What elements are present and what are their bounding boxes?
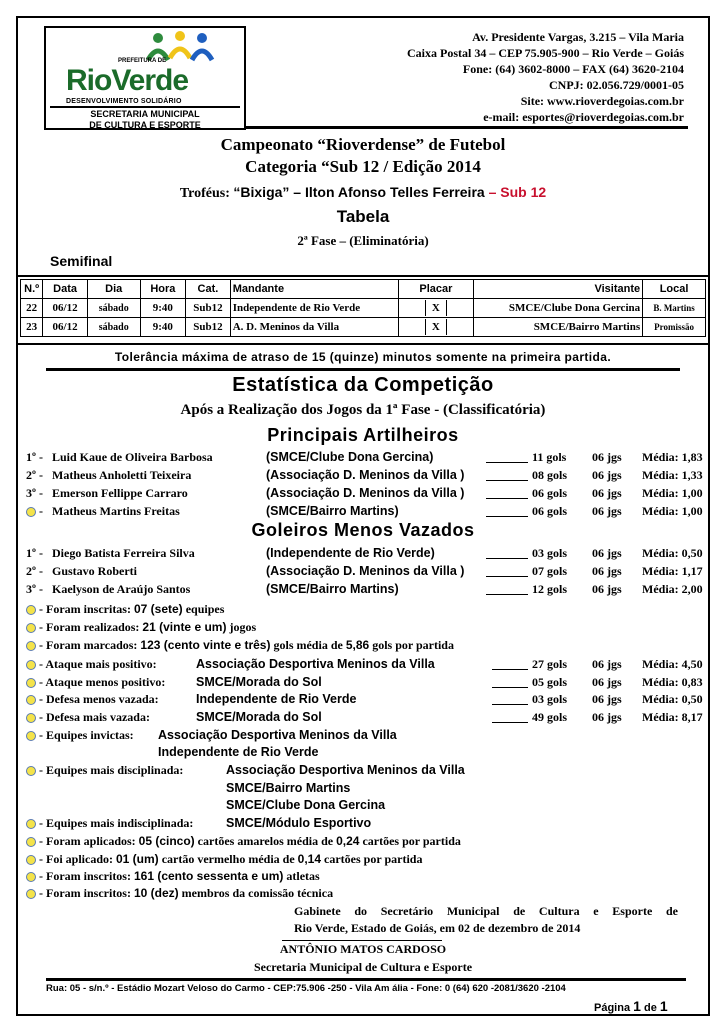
player-media: Média: 1,00 (642, 486, 703, 500)
team-stat-gols: 49 gols (532, 710, 568, 724)
team-stat-media: Média: 0,50 (642, 692, 703, 706)
player-gols: 12 gols (532, 582, 568, 596)
smiley-icon (26, 872, 36, 882)
fact-value: 05 (cinco) (138, 834, 195, 848)
cell-local: B. Martins (643, 299, 706, 318)
fact-label: - Foram inscritas: (39, 602, 134, 616)
cell-visitante: SMCE/Clube Dona Gercina (473, 299, 642, 318)
title-categoria: Categoria “Sub 12 / Edição 2014 (245, 157, 481, 176)
th-numero: N.º (21, 280, 43, 299)
fact-value: 07 (sete) (133, 602, 183, 616)
page-total: 1 (659, 998, 668, 1014)
fact-label: - Foi aplicado: (39, 852, 116, 866)
title-fase: 2ª Fase – (Eliminatória) (297, 233, 429, 248)
player-media: Média: 2,00 (642, 582, 703, 596)
fact-atletas (26, 869, 320, 884)
signature-line (282, 940, 442, 941)
fact-label: - Ataque menos positivo: (39, 675, 166, 689)
player-jgs: 06 jgs (592, 504, 622, 518)
player-jgs: 06 jgs (592, 564, 622, 578)
stats-title: Estatística da Competição (232, 374, 494, 396)
tolerance-note: Tolerância máxima de atraso de 15 (quinze) minutos somente na primeira partida. (114, 350, 612, 364)
fact-label: - Foram inscritos: (39, 886, 134, 900)
trofeus-label: Troféus: (179, 186, 234, 201)
team-stat-row (26, 675, 706, 691)
page-of: de (640, 1002, 660, 1014)
leader-line (486, 582, 528, 595)
player-pos: 3º - (26, 486, 43, 500)
cell-data: 06/12 (43, 318, 88, 337)
indisc-team-1: SMCE/Módulo Esportivo (226, 816, 372, 830)
address-cnpj: CNPJ: 02.056.729/0001-05 (549, 78, 684, 92)
player-gols: 07 gols (532, 564, 568, 578)
disc-team-2: SMCE/Bairro Martins (226, 781, 351, 795)
fact-label: - Equipes invictas: (39, 728, 134, 742)
smiley-icon (26, 819, 36, 829)
cell-mandante: Independente de Rio Verde (230, 299, 398, 318)
smiley-icon (26, 713, 36, 723)
cell-visitante: SMCE/Bairro Martins (473, 318, 642, 337)
footer-address: Rua: 05 - s/n.º - Estádio Mozart Veloso do Carmo - CEP:75.906 -250 - Vila Am ália - Fone: 0 (64) 620 -2081/3620 -2104 (46, 983, 566, 994)
player-team: (Associação D. Meninos da Villa ) (266, 486, 465, 500)
fact-avg: 0,24 (336, 834, 360, 848)
logo-subtitle: DESENVOLVIMENTO SOLIDÁRIO (66, 98, 182, 105)
team-stat-jgs: 06 jgs (592, 692, 622, 706)
player-name: Matheus Martins Freitas (52, 504, 180, 518)
player-pos-smiley (26, 504, 43, 519)
player-jgs: 06 jgs (592, 486, 622, 500)
fact-inscritas (26, 602, 224, 617)
label-semifinal: Semifinal (50, 253, 113, 269)
player-team: (Associação D. Meninos da Villa ) (266, 564, 465, 578)
fact-label: - Foram aplicados: (39, 834, 139, 848)
cell-cat: Sub12 (186, 318, 231, 337)
fact-rest: membros da comissão técnica (178, 886, 334, 900)
cell-cat: Sub12 (186, 299, 231, 318)
leader-line (486, 486, 528, 499)
signature-role: Secretaria Municipal de Cultura e Esporte (253, 960, 473, 974)
th-data: Data (43, 280, 88, 299)
team-stat-media: Média: 8,17 (642, 710, 703, 724)
table-row (21, 318, 706, 337)
th-cat: Cat. (186, 280, 231, 299)
player-name: Luid Kaue de Oliveira Barbosa (52, 450, 213, 464)
fact-label: - Equipes mais disciplinada: (39, 763, 184, 777)
player-jgs: 06 jgs (592, 468, 622, 482)
fact-value: 161 (cento sessenta e um) (133, 869, 284, 883)
placar-x: X (425, 300, 447, 316)
player-row (26, 504, 706, 520)
keepers-title: Goleiros Menos Vazados (251, 520, 475, 540)
player-name: Diego Batista Ferreira Silva (52, 546, 195, 560)
fact-avg: 0,14 (297, 852, 322, 866)
smiley-icon (26, 678, 36, 688)
rio-verde-logo (44, 26, 246, 130)
fact-rest: gols por partida (369, 638, 454, 652)
team-stat-jgs: 06 jgs (592, 710, 622, 724)
team-stat-media: Média: 4,50 (642, 657, 703, 671)
cell-numero: 23 (21, 318, 43, 337)
page-indicator (594, 998, 668, 1014)
leader-line (486, 546, 528, 559)
player-gols: 11 gols (532, 450, 567, 464)
player-row (26, 546, 706, 562)
invictas-team-1: Associação Desportiva Meninos da Villa (158, 728, 397, 742)
team-stat-gols: 05 gols (532, 675, 568, 689)
footer-divider (46, 978, 686, 981)
fact-disciplinada (26, 763, 183, 778)
team-stat-team: Associação Desportiva Meninos da Villa (196, 657, 435, 671)
team-stat-gols: 27 gols (532, 657, 568, 671)
player-row (26, 468, 706, 484)
stats-subtitle: Após a Realização dos Jogos da 1ª Fase - (Classificatória) (180, 402, 546, 418)
fact-amarelos (26, 834, 461, 849)
player-media: Média: 1,17 (642, 564, 703, 578)
player-gols: 06 gols (532, 486, 568, 500)
team-stat-jgs: 06 jgs (592, 675, 622, 689)
cell-dia: sábado (87, 318, 140, 337)
th-placar: Placar (398, 280, 473, 299)
player-pos-dash: - (39, 504, 43, 518)
player-gols: 06 gols (532, 504, 568, 518)
smiley-icon (26, 623, 36, 633)
logo-sec-line1: SECRETARIA MUNICIPAL (90, 109, 200, 119)
title-trofeus (0, 184, 726, 202)
leader-line (492, 675, 528, 688)
smiley-icon (26, 837, 36, 847)
logo-secretaria (50, 106, 240, 131)
th-local: Local (643, 280, 706, 299)
player-pos: 2º - (26, 468, 43, 482)
fact-avg: 5,86 (345, 638, 370, 652)
placar-x: X (425, 319, 447, 335)
team-stat-row (26, 692, 706, 708)
smiley-icon (26, 695, 36, 705)
cell-numero: 22 (21, 299, 43, 318)
player-pos: 1º - (26, 450, 43, 464)
player-team: (Associação D. Meninos da Villa ) (266, 468, 465, 482)
leader-line (486, 468, 528, 481)
smiley-icon (26, 855, 36, 865)
smiley-icon (26, 641, 36, 651)
th-dia: Dia (87, 280, 140, 299)
cell-hora: 9:40 (140, 299, 186, 318)
fact-mid: cartões amarelos média de (194, 834, 337, 848)
table-row (21, 299, 706, 318)
smiley-icon (26, 889, 36, 899)
team-stat-team: SMCE/Morada do Sol (196, 675, 322, 689)
logo-prefeitura: PREFEITURA DE (118, 58, 167, 64)
signature-name: ANTÔNIO MATOS CARDOSO (279, 942, 447, 956)
leader-line (492, 710, 528, 723)
fact-value: 10 (dez) (133, 886, 179, 900)
fact-label: - Defesa menos vazada: (39, 692, 159, 706)
player-pos: 2º - (26, 564, 43, 578)
team-stat-gols: 03 gols (532, 692, 568, 706)
player-media: Média: 1,33 (642, 468, 703, 482)
smiley-icon (26, 605, 36, 615)
cell-mandante: A. D. Meninos da Villa (230, 318, 398, 337)
address-postal: Caixa Postal 34 – CEP 75.905-900 – Rio Verde – Goiás (406, 46, 684, 60)
page-number: 1 (633, 998, 641, 1014)
logo-verde: Verde (111, 64, 189, 97)
fact-rest: cartões por partida (321, 852, 423, 866)
fact-realizados (26, 620, 256, 635)
player-media: Média: 0,50 (642, 546, 703, 560)
player-pos: 1º - (26, 546, 43, 560)
logo-title (66, 64, 188, 98)
player-name: Matheus Anholetti Teixeira (52, 468, 192, 482)
fact-value: 01 (um) (116, 852, 159, 866)
player-name: Kaelyson de Araújo Santos (52, 582, 191, 596)
fact-label: - Ataque mais positivo: (39, 657, 157, 671)
player-media: Média: 1,00 (642, 504, 703, 518)
player-row (26, 564, 706, 580)
fact-invictas (26, 728, 134, 743)
cell-data: 06/12 (43, 299, 88, 318)
scorers-title: Principais Artilheiros (267, 425, 459, 445)
team-stat-media: Média: 0,83 (642, 675, 703, 689)
address-site[interactable]: Site: www.rioverdegoias.com.br (520, 94, 684, 108)
fact-rest: equipes (182, 602, 225, 616)
player-team: (Independente de Rio Verde) (266, 546, 435, 560)
fact-label: - Foram inscritos: (39, 869, 134, 883)
stats-divider (46, 368, 680, 371)
player-team: (SMCE/Bairro Martins) (266, 504, 399, 518)
player-row (26, 582, 706, 598)
table-header-row (21, 280, 706, 299)
smiley-icon (26, 766, 36, 776)
team-stat-label (26, 710, 150, 725)
leader-line (492, 692, 528, 705)
player-team: (SMCE/Clube Dona Gercina) (266, 450, 434, 464)
fact-rest: jogos (226, 620, 257, 634)
address-email[interactable]: e-mail: esportes@rioverdegoias.com.br (483, 110, 684, 124)
th-mandante: Mandante (230, 280, 398, 299)
team-stat-jgs: 06 jgs (592, 657, 622, 671)
address-phone: Fone: (64) 3602-8000 – FAX (64) 3620-2104 (462, 62, 684, 76)
smiley-icon (26, 507, 36, 517)
player-gols: 03 gols (532, 546, 568, 560)
leader-line (486, 504, 528, 517)
leader-line (486, 450, 528, 463)
smiley-icon (26, 660, 36, 670)
trofeus-name: “Bixiga” – Ilton Afonso Telles Ferreira (233, 184, 485, 200)
closing-line-1: Gabinete do Secretário Municipal de Cultura e Esporte de (294, 904, 678, 918)
leader-line (492, 657, 528, 670)
fact-mid: cartão vermelho média de (158, 852, 298, 866)
fact-label: - Defesa mais vazada: (39, 710, 150, 724)
player-row (26, 450, 706, 466)
logo-sec-line2: DE CULTURA E ESPORTE (89, 120, 201, 130)
disc-team-1: Associação Desportiva Meninos da Villa (226, 763, 465, 777)
address-block (407, 29, 684, 125)
header-divider (246, 126, 688, 129)
th-hora: Hora (140, 280, 186, 299)
cell-placar (398, 299, 473, 318)
team-stat-label (26, 657, 157, 672)
player-jgs: 06 jgs (592, 582, 622, 596)
player-team: (SMCE/Bairro Martins) (266, 582, 399, 596)
fact-vermelho (26, 852, 422, 867)
team-stat-label (26, 692, 159, 707)
player-media: Média: 1,83 (642, 450, 703, 464)
cell-dia: sábado (87, 299, 140, 318)
closing-line-2: Rio Verde, Estado de Goiás, em 02 de dezembro de 2014 (294, 921, 581, 935)
team-stat-row (26, 657, 706, 673)
player-jgs: 06 jgs (592, 450, 622, 464)
cell-placar (398, 318, 473, 337)
cell-hora: 9:40 (140, 318, 186, 337)
fact-rest: atletas (283, 869, 320, 883)
title-tabela: Tabela (336, 207, 390, 226)
fact-label: - Equipes mais indisciplinada: (39, 816, 194, 830)
fact-value: 21 (vinte e um) (142, 620, 227, 634)
fact-indisciplinada (26, 816, 193, 831)
fact-marcados (26, 638, 454, 653)
invictas-team-2: Independente de Rio Verde (158, 745, 319, 759)
fact-label: - Foram marcados: (39, 638, 141, 652)
address-street: Av. Presidente Vargas, 3.215 – Vila Maria (472, 30, 684, 44)
team-stat-team: Independente de Rio Verde (196, 692, 357, 706)
logo-rio: Rio (66, 64, 112, 97)
fact-rest: cartões por partida (359, 834, 461, 848)
leader-line (486, 564, 528, 577)
player-gols: 08 gols (532, 468, 568, 482)
page-label: Página (594, 1002, 634, 1014)
th-visitante: Visitante (473, 280, 642, 299)
fact-label: - Foram realizados: (39, 620, 143, 634)
fact-value: 123 (cento vinte e três) (140, 638, 271, 652)
player-pos: 3º - (26, 582, 43, 596)
title-campeonato: Campeonato “Rioverdense” de Futebol (220, 135, 506, 154)
team-stat-label (26, 675, 165, 690)
games-table (20, 279, 706, 337)
disc-team-3: SMCE/Clube Dona Gercina (226, 798, 386, 812)
player-row (26, 486, 706, 502)
player-name: Gustavo Roberti (52, 564, 137, 578)
team-stat-team: SMCE/Morada do Sol (196, 710, 322, 724)
team-stat-row (26, 710, 706, 726)
player-jgs: 06 jgs (592, 546, 622, 560)
smiley-icon (26, 731, 36, 741)
player-name: Emerson Fellippe Carraro (52, 486, 188, 500)
fact-comissao (26, 886, 333, 901)
cell-local: Promissão (643, 318, 706, 337)
trofeus-sub: – Sub 12 (484, 184, 547, 200)
fact-mid: gols média de (270, 638, 346, 652)
